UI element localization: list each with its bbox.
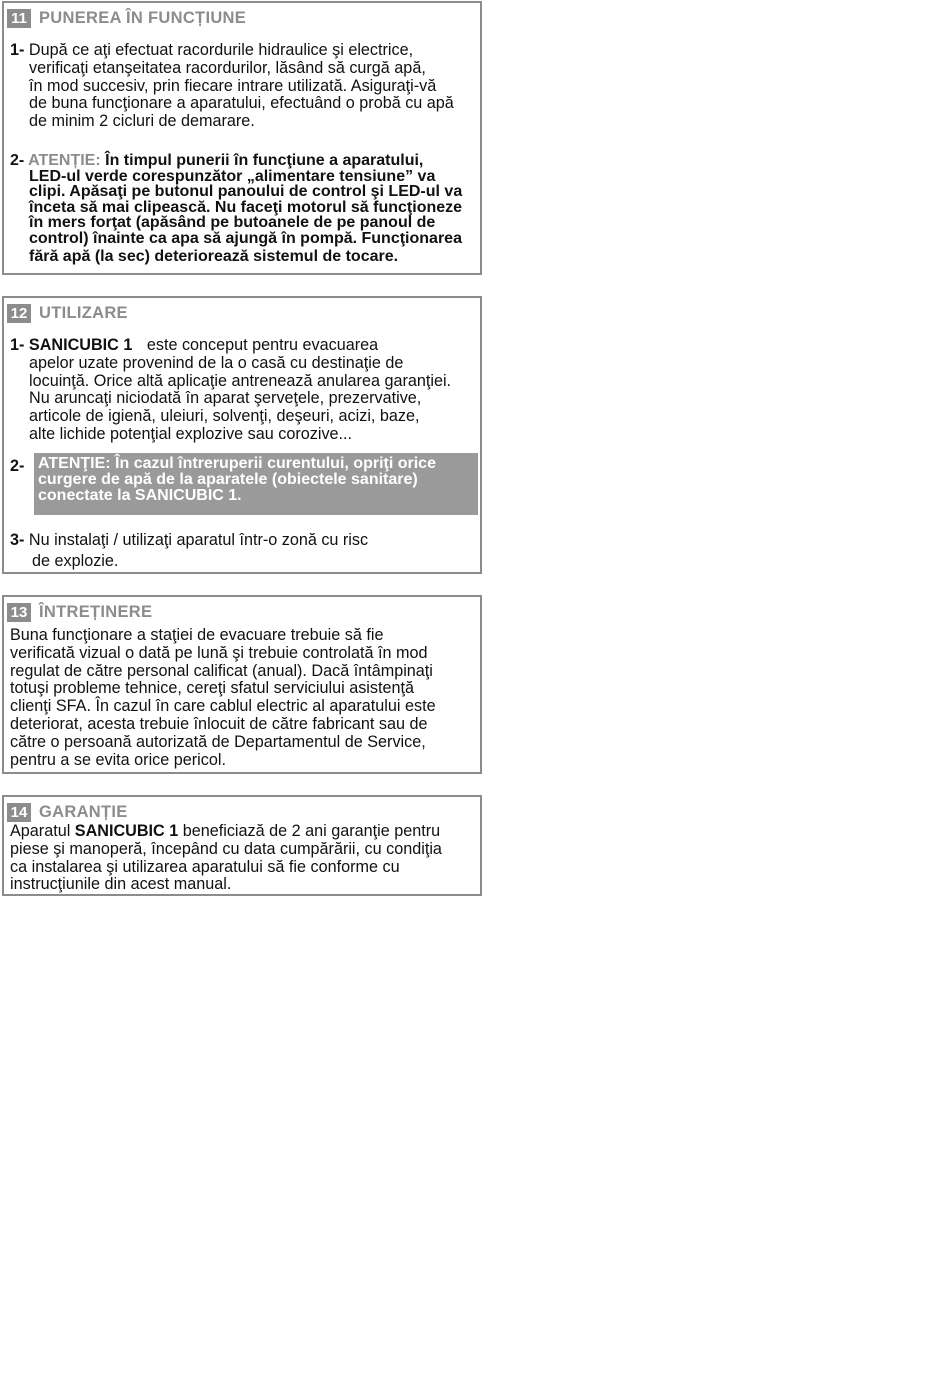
warning-box	[34, 453, 478, 515]
text-line: clienţi SFA. În cazul în care cablul electric al aparatului este	[10, 697, 436, 716]
text-line: verificată vizual o dată pe lună şi trebuie controlată în mod	[10, 643, 428, 662]
text-line: deteriorat, acesta trebuie înlocuit de către fabricant sau de	[10, 714, 428, 733]
text-line: totuşi probleme tehnice, cereţi sfatul serviciului asistenţă	[10, 679, 414, 698]
section-number: 12	[7, 304, 31, 323]
text-line: În timpul punerii în funcţiune a aparatului,	[105, 152, 424, 169]
text-line: Nu instalaţi / utilizaţi aparatul într-o zonă cu risc	[28, 531, 369, 549]
section-header	[7, 802, 128, 822]
text-fragment: Aparatul	[10, 822, 71, 840]
text-line: pentru a se evita orice pericol.	[10, 750, 226, 769]
text-fragment: beneficiază de 2 ani garanţie pentru	[182, 822, 441, 840]
item-marker: 3-	[10, 531, 25, 549]
text-line: Nu aruncaţi niciodată în aparat şerveţele, prezervative,	[29, 389, 422, 408]
text-line: curgere de apă de la aparatele (obiectele sanitare)	[38, 470, 418, 488]
text-line: control) înainte ca apa să ajungă în pompă. Funcţionarea	[29, 229, 462, 247]
text-line: articole de igienă, uleiuri, solvenţi, deşeuri, acizi, baze,	[29, 407, 420, 426]
text-line: conectate la SANICUBIC 1.	[38, 486, 242, 504]
section-title: PUNEREA ÎN FUNCȚIUNE	[39, 8, 247, 27]
item-marker: 1-	[10, 336, 25, 354]
text-line: alte lichide potenţial explozive sau corozive...	[29, 424, 353, 443]
warning-label: ATENȚIE:	[28, 152, 101, 169]
section-number: 11	[7, 9, 31, 28]
section-punerea-in-functiune	[2, 1, 482, 275]
section-header	[7, 8, 246, 28]
text-line: locuinţă. Orice altă aplicaţie antrenează anularea garanţiei.	[29, 371, 452, 390]
text-line: regulat de către personal calificat (anual). Dacă întâmpinaţi	[10, 661, 433, 680]
text-line: este conceput pentru evacuarea	[146, 336, 379, 354]
text-line: de minim 2 cicluri de demarare.	[29, 112, 255, 131]
text-line: După ce aţi efectuat racordurile hidraulice şi electrice,	[28, 41, 414, 59]
text-line: clipi. Apăsaţi pe butonul panoului de control şi LED-ul va	[29, 183, 463, 201]
item-marker: 2-	[10, 152, 25, 169]
body-paragraph	[10, 627, 436, 769]
text-line: verificaţi etanşeitatea racordurilor, lăsând să curgă apă,	[29, 58, 426, 77]
body-paragraph	[10, 823, 442, 894]
text-line: ca instalarea şi utilizarea aparatului să fie conforme cu	[10, 857, 400, 876]
item-3	[10, 530, 368, 572]
section-garantie	[2, 795, 482, 896]
text-line: de buna funcţionare a aparatului, efectuând o probă cu apă	[29, 94, 454, 113]
section-title: UTILIZARE	[39, 303, 128, 322]
text-line: instrucţiunile din acest manual.	[10, 875, 232, 894]
product-name: SANICUBIC 1	[74, 822, 179, 840]
text-line: către o persoană autorizată de Departamentul de Service,	[10, 732, 426, 751]
section-title: ÎNTREȚINERE	[39, 602, 153, 621]
section-intretinere	[2, 595, 482, 774]
section-utilizare	[2, 296, 482, 574]
section-number: 14	[7, 803, 31, 822]
text-line: de explozie.	[32, 552, 119, 570]
section-header	[7, 303, 128, 323]
item-2-warning	[10, 153, 462, 267]
text-line: înceta să mai clipească. Nu faceţi motorul să funcţioneze	[29, 198, 463, 216]
item-1	[10, 42, 454, 131]
item-marker: 2-	[10, 457, 25, 475]
product-name: SANICUBIC 1	[28, 336, 133, 354]
section-title: GARANȚIE	[39, 802, 128, 821]
text-line: LED-ul verde corespunzător „alimentare tensiune” va	[29, 167, 436, 185]
text-line: în mod succesiv, prin fiecare intrare utilizată. Asiguraţi-vă	[29, 76, 437, 95]
text-line: în mers forţat (apăsând pe butoanele de pe panoul de	[29, 214, 436, 232]
item-marker: 1-	[10, 41, 25, 59]
section-header	[7, 602, 152, 622]
text-line: fără apă (la sec) deteriorează sistemul de tocare.	[29, 247, 399, 265]
text-line: apelor uzate provenind de la o casă cu destinaţie de	[29, 353, 404, 372]
text-line: Buna funcţionare a staţiei de evacuare trebuie să fie	[10, 626, 384, 644]
text-line: ATENŢIE: În cazul întreruperii curentului, opriţi orice	[38, 455, 436, 472]
section-number: 13	[7, 603, 31, 622]
item-1	[10, 337, 451, 444]
text-line: piese şi manoperă, începând cu data cumpărării, cu condiţia	[10, 839, 442, 858]
